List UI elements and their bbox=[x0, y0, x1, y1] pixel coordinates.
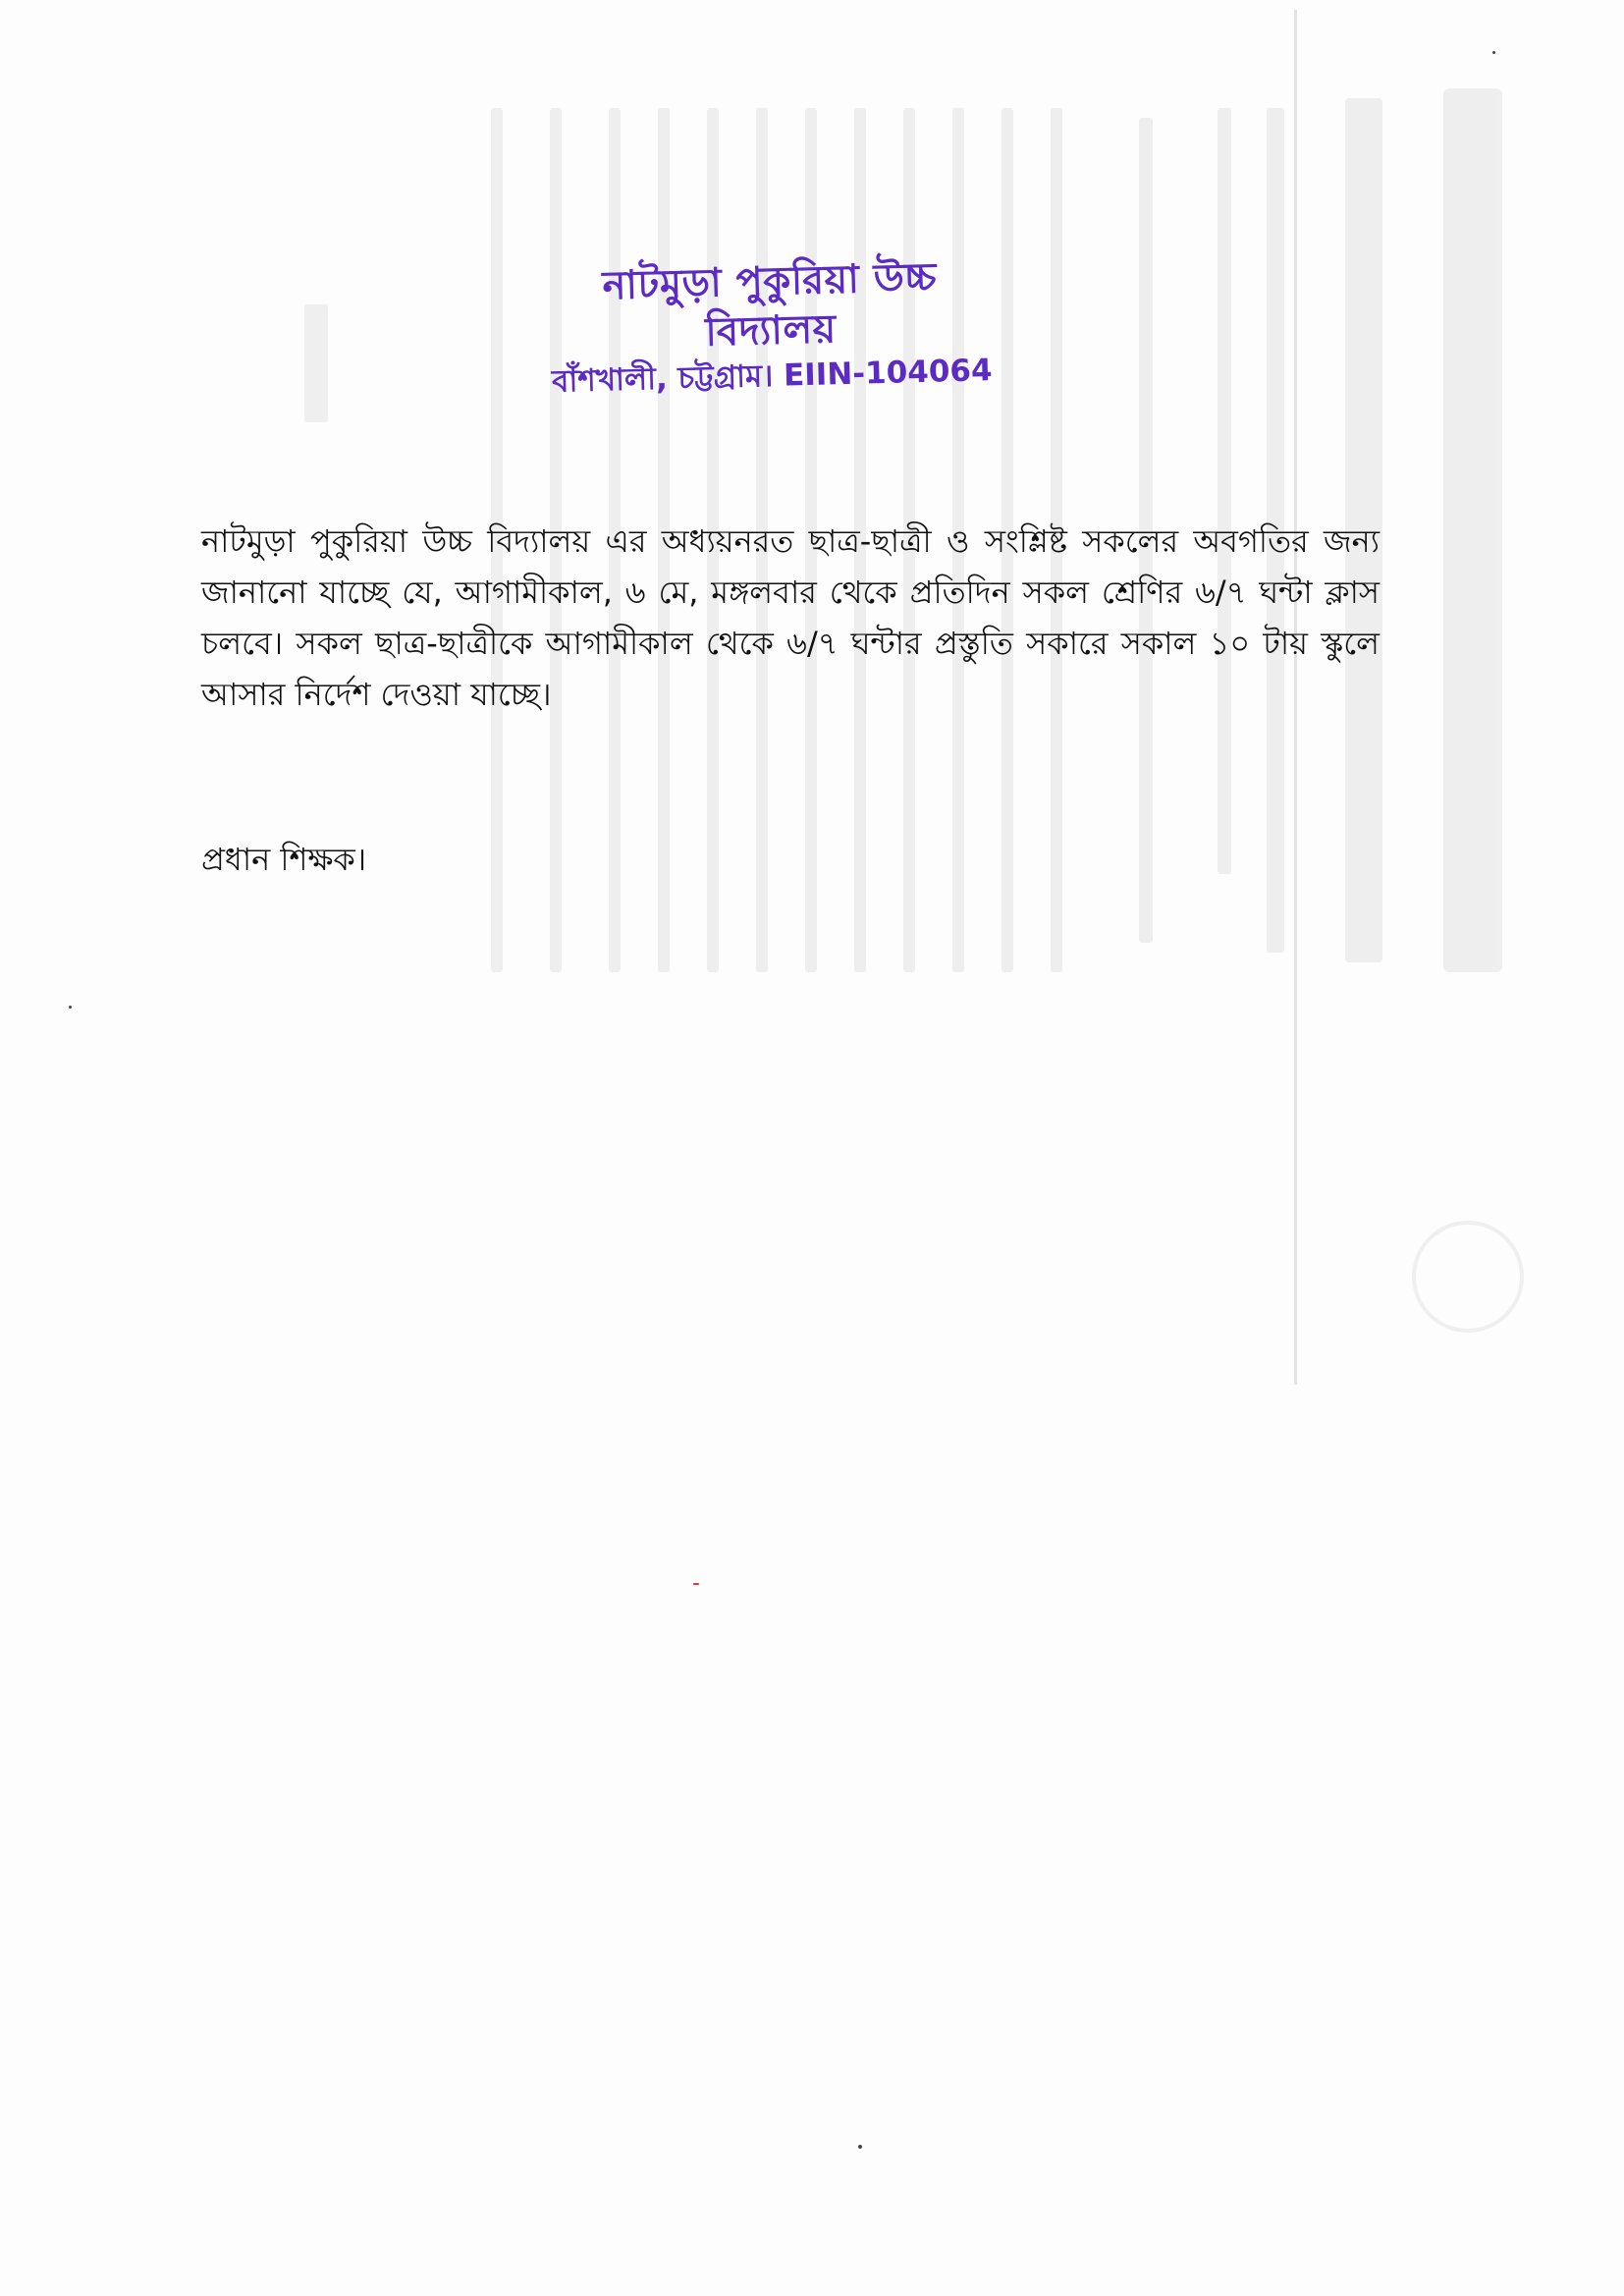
signature-line: প্রধান শিক্ষক। bbox=[201, 841, 367, 878]
paper-speck bbox=[693, 1583, 699, 1585]
school-stamp bbox=[533, 251, 1008, 404]
paper-speck bbox=[69, 1006, 72, 1009]
notice-body: নাটমুড়া পুকুরিয়া উচ্চ বিদ্যালয় এর অধ্যয়নরত ছাত্র-ছাত্রী ও সংশ্লিষ্ট সকলের অবগতির জন্য জানানো যাচ্ছে যে, আগামীকাল, ৬ মে, মঙ্গলবার থেকে প্রতিদিন সকল শ্রেণির ৬/৭ ঘন্টা ক্লাস চলবে। সকল ছাত্র-ছাত্রীকে আগামীকাল থেকে ৬/৭ ঘন্টার প্রস্তুতি সকারে সকাল ১০ টায় স্কুলে আসার নির্দেশ দেওয়া যাচ্ছে। bbox=[201, 522, 1380, 713]
stamp-address-eiin: বাঁশখালী, চট্টগ্রাম। EIIN-104064 bbox=[551, 353, 993, 400]
paper-speck bbox=[858, 2145, 862, 2149]
stamp-school-name: নাটমুড়া পুকুরিয়া উচ্চ বিদ্যালয় bbox=[602, 254, 938, 355]
paper-speck bbox=[1492, 51, 1495, 54]
